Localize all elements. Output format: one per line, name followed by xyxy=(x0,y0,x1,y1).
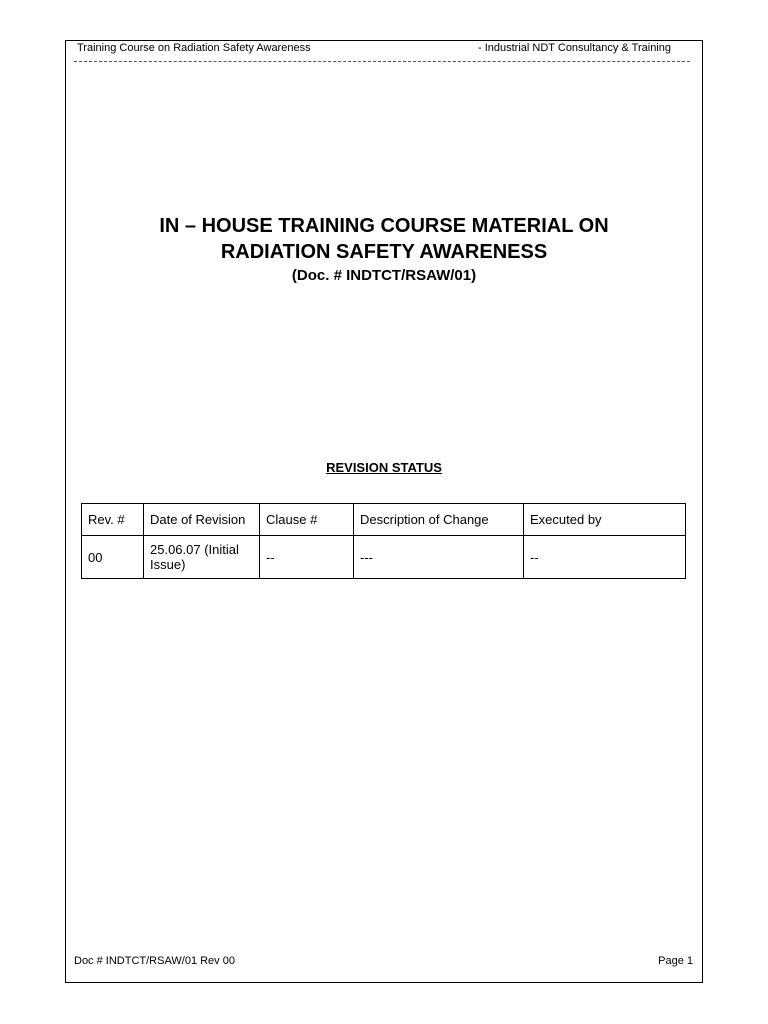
cell-rev: 00 xyxy=(82,536,144,579)
footer-document-reference: Doc # INDTCT/RSAW/01 Rev 00 xyxy=(74,955,235,967)
document-title-line-1: IN – HOUSE TRAINING COURSE MATERIAL ON xyxy=(159,215,609,237)
document-number: (Doc. # INDTCT/RSAW/01) xyxy=(291,267,477,284)
column-header-date: Date of Revision xyxy=(144,504,260,536)
cell-clause: -- xyxy=(260,536,354,579)
document-title-block xyxy=(65,213,703,286)
column-header-clause: Clause # xyxy=(260,504,354,536)
document-title-line-2: RADIATION SAFETY AWARENESS xyxy=(220,241,548,263)
running-header-title: Training Course on Radiation Safety Awareness xyxy=(77,42,311,54)
cell-date: 25.06.07 (Initial Issue) xyxy=(144,536,260,579)
column-header-description: Description of Change xyxy=(354,504,524,536)
revision-status-heading: REVISION STATUS xyxy=(326,460,442,475)
header-divider xyxy=(74,61,690,62)
cell-description: --- xyxy=(354,536,524,579)
cell-executed-by: -- xyxy=(524,536,686,579)
revision-status-table xyxy=(81,503,686,579)
table-header-row xyxy=(82,504,686,536)
column-header-executed-by: Executed by xyxy=(524,504,686,536)
running-header-organization: - Industrial NDT Consultancy & Training xyxy=(478,42,671,54)
table-row xyxy=(82,536,686,579)
footer-page-number: Page 1 xyxy=(658,955,693,967)
column-header-rev: Rev. # xyxy=(82,504,144,536)
